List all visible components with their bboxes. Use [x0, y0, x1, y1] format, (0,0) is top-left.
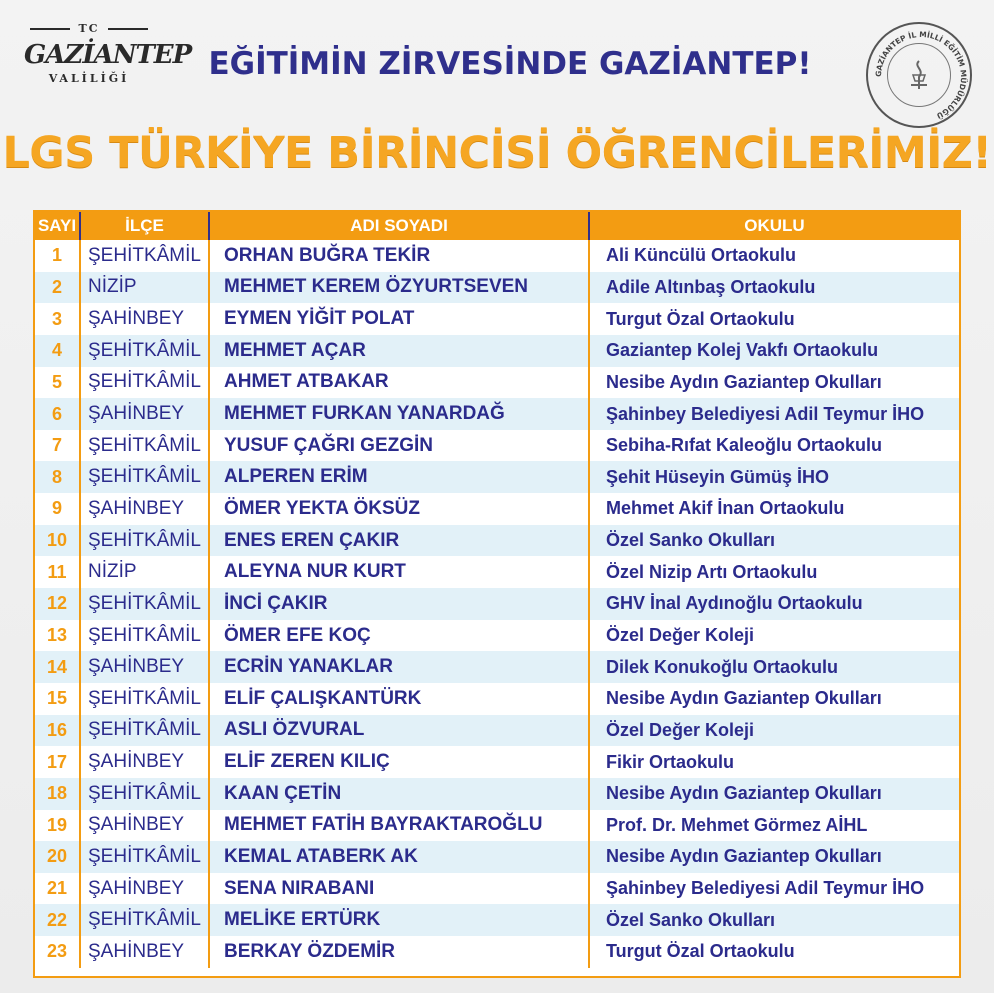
- table-row: [35, 683, 959, 715]
- row-number: 8: [35, 461, 80, 493]
- row-ilce: ŞAHİNBEY: [80, 303, 209, 335]
- row-school: Özel Değer Koleji: [589, 620, 959, 652]
- milli-egitim-seal-icon: [866, 22, 972, 128]
- table-row: [35, 841, 959, 873]
- col-header-okulu: OKULU: [589, 212, 959, 240]
- gaziantep-valiligi-logo: [24, 22, 192, 98]
- table-row: [35, 335, 959, 367]
- row-ilce: ŞEHİTKÂMİL: [80, 461, 209, 493]
- row-number: 9: [35, 493, 80, 525]
- row-school: Nesibe Aydın Gaziantep Okulları: [589, 367, 959, 399]
- row-ilce: ŞEHİTKÂMİL: [80, 588, 209, 620]
- row-ilce: ŞAHİNBEY: [80, 746, 209, 778]
- row-number: 16: [35, 715, 80, 747]
- row-student-name: ÖMER EFE KOÇ: [209, 620, 589, 652]
- table-row: [35, 936, 959, 968]
- row-school: Mehmet Akif İnan Ortaokulu: [589, 493, 959, 525]
- row-ilce: NİZİP: [80, 556, 209, 588]
- row-school: Şahinbey Belediyesi Adil Teymur İHO: [589, 398, 959, 430]
- row-student-name: SENA NIRABANI: [209, 873, 589, 905]
- row-student-name: İNCİ ÇAKIR: [209, 588, 589, 620]
- row-school: Ali Küncülü Ortaokulu: [589, 240, 959, 272]
- svg-text:GAZİANTEP İL MİLLİ EĞİTİM MÜDÜ: GAZİANTEP İL MİLLİ EĞİTİM MÜDÜRLÜĞÜ: [873, 29, 969, 121]
- table-row: [35, 873, 959, 905]
- row-number: 12: [35, 588, 80, 620]
- row-number: 3: [35, 303, 80, 335]
- row-student-name: MEHMET FATİH BAYRAKTAROĞLU: [209, 810, 589, 842]
- table: [35, 212, 959, 968]
- logo-rule: [30, 28, 70, 30]
- row-school: Gaziantep Kolej Vakfı Ortaokulu: [589, 335, 959, 367]
- row-school: Turgut Özal Ortaokulu: [589, 936, 959, 968]
- logo-tc: TC: [78, 22, 100, 35]
- row-school: Fikir Ortaokulu: [589, 746, 959, 778]
- row-school: Özel Nizip Artı Ortaokulu: [589, 556, 959, 588]
- row-school: Özel Sanko Okulları: [589, 525, 959, 557]
- row-student-name: EYMEN YİĞİT POLAT: [209, 303, 589, 335]
- row-student-name: KEMAL ATABERK AK: [209, 841, 589, 873]
- row-school: Şehit Hüseyin Gümüş İHO: [589, 461, 959, 493]
- row-ilce: ŞEHİTKÂMİL: [80, 841, 209, 873]
- row-student-name: AHMET ATBAKAR: [209, 367, 589, 399]
- table-row: [35, 556, 959, 588]
- row-school: Şahinbey Belediyesi Adil Teymur İHO: [589, 873, 959, 905]
- table-row: [35, 904, 959, 936]
- row-number: 18: [35, 778, 80, 810]
- row-number: 11: [35, 556, 80, 588]
- logo-city: GAZİANTEP: [24, 40, 192, 70]
- row-student-name: ORHAN BUĞRA TEKİR: [209, 240, 589, 272]
- table-row: [35, 588, 959, 620]
- col-header-adi-soyadi: ADI SOYADI: [209, 212, 589, 240]
- row-student-name: ECRİN YANAKLAR: [209, 651, 589, 683]
- row-student-name: MEHMET KEREM ÖZYURTSEVEN: [209, 272, 589, 304]
- table-row: [35, 620, 959, 652]
- header: [0, 0, 994, 200]
- headline: EĞİTİMİN ZİRVESİNDE GAZİANTEP!: [208, 46, 812, 82]
- logo-sub: VALİLİĞİ: [48, 72, 130, 85]
- row-number: 23: [35, 936, 80, 968]
- row-ilce: ŞAHİNBEY: [80, 873, 209, 905]
- table-row: [35, 715, 959, 747]
- row-number: 13: [35, 620, 80, 652]
- row-number: 5: [35, 367, 80, 399]
- row-number: 19: [35, 810, 80, 842]
- table-row: [35, 398, 959, 430]
- row-school: Prof. Dr. Mehmet Görmez AİHL: [589, 810, 959, 842]
- row-number: 10: [35, 525, 80, 557]
- row-student-name: YUSUF ÇAĞRI GEZGİN: [209, 430, 589, 462]
- table-row: [35, 240, 959, 272]
- row-ilce: ŞEHİTKÂMİL: [80, 778, 209, 810]
- row-student-name: KAAN ÇETİN: [209, 778, 589, 810]
- table-row: [35, 810, 959, 842]
- row-ilce: ŞEHİTKÂMİL: [80, 240, 209, 272]
- row-number: 2: [35, 272, 80, 304]
- row-student-name: MELİKE ERTÜRK: [209, 904, 589, 936]
- col-header-sayi: SAYI: [35, 212, 80, 240]
- row-school: Nesibe Aydın Gaziantep Okulları: [589, 683, 959, 715]
- row-ilce: ŞEHİTKÂMİL: [80, 367, 209, 399]
- row-school: Özel Sanko Okulları: [589, 904, 959, 936]
- row-ilce: ŞEHİTKÂMİL: [80, 430, 209, 462]
- table-row: [35, 746, 959, 778]
- table-row: [35, 367, 959, 399]
- row-school: GHV İnal Aydınoğlu Ortaokulu: [589, 588, 959, 620]
- row-number: 15: [35, 683, 80, 715]
- row-ilce: ŞAHİNBEY: [80, 493, 209, 525]
- row-number: 14: [35, 651, 80, 683]
- row-number: 20: [35, 841, 80, 873]
- table-header-row: [35, 212, 959, 240]
- row-ilce: ŞEHİTKÂMİL: [80, 683, 209, 715]
- table-row: [35, 272, 959, 304]
- row-school: Özel Değer Koleji: [589, 715, 959, 747]
- col-header-ilce: İLÇE: [80, 212, 209, 240]
- row-student-name: ASLI ÖZVURAL: [209, 715, 589, 747]
- row-student-name: ALPEREN ERİM: [209, 461, 589, 493]
- row-number: 6: [35, 398, 80, 430]
- logo-rule: [108, 28, 148, 30]
- row-ilce: ŞAHİNBEY: [80, 398, 209, 430]
- table-row: [35, 430, 959, 462]
- table-row: [35, 303, 959, 335]
- table-row: [35, 525, 959, 557]
- row-school: Dilek Konukoğlu Ortaokulu: [589, 651, 959, 683]
- row-student-name: BERKAY ÖZDEMİR: [209, 936, 589, 968]
- row-ilce: ŞAHİNBEY: [80, 936, 209, 968]
- row-school: Nesibe Aydın Gaziantep Okulları: [589, 841, 959, 873]
- row-number: 7: [35, 430, 80, 462]
- row-school: Nesibe Aydın Gaziantep Okulları: [589, 778, 959, 810]
- row-school: Turgut Özal Ortaokulu: [589, 303, 959, 335]
- row-school: Adile Altınbaş Ortaokulu: [589, 272, 959, 304]
- row-number: 17: [35, 746, 80, 778]
- row-number: 1: [35, 240, 80, 272]
- row-student-name: ENES EREN ÇAKIR: [209, 525, 589, 557]
- table-row: [35, 651, 959, 683]
- table-row: [35, 461, 959, 493]
- page-title: LGS TÜRKİYE BİRİNCİSİ ÖĞRENCİLERİMİZ!: [2, 128, 992, 178]
- table-row: [35, 778, 959, 810]
- row-ilce: ŞEHİTKÂMİL: [80, 904, 209, 936]
- row-number: 22: [35, 904, 80, 936]
- row-student-name: ÖMER YEKTA ÖKSÜZ: [209, 493, 589, 525]
- row-ilce: ŞEHİTKÂMİL: [80, 715, 209, 747]
- row-ilce: ŞAHİNBEY: [80, 810, 209, 842]
- row-number: 4: [35, 335, 80, 367]
- row-school: Sebiha-Rıfat Kaleoğlu Ortaokulu: [589, 430, 959, 462]
- row-ilce: ŞEHİTKÂMİL: [80, 525, 209, 557]
- row-student-name: MEHMET AÇAR: [209, 335, 589, 367]
- students-table: [33, 210, 961, 978]
- row-student-name: ALEYNA NUR KURT: [209, 556, 589, 588]
- row-student-name: ELİF ÇALIŞKANTÜRK: [209, 683, 589, 715]
- row-ilce: ŞEHİTKÂMİL: [80, 620, 209, 652]
- row-ilce: ŞAHİNBEY: [80, 651, 209, 683]
- table-row: [35, 493, 959, 525]
- seal-ring: [868, 24, 974, 130]
- row-student-name: MEHMET FURKAN YANARDAĞ: [209, 398, 589, 430]
- row-student-name: ELİF ZEREN KILIÇ: [209, 746, 589, 778]
- row-ilce: ŞEHİTKÂMİL: [80, 335, 209, 367]
- row-number: 21: [35, 873, 80, 905]
- row-ilce: NİZİP: [80, 272, 209, 304]
